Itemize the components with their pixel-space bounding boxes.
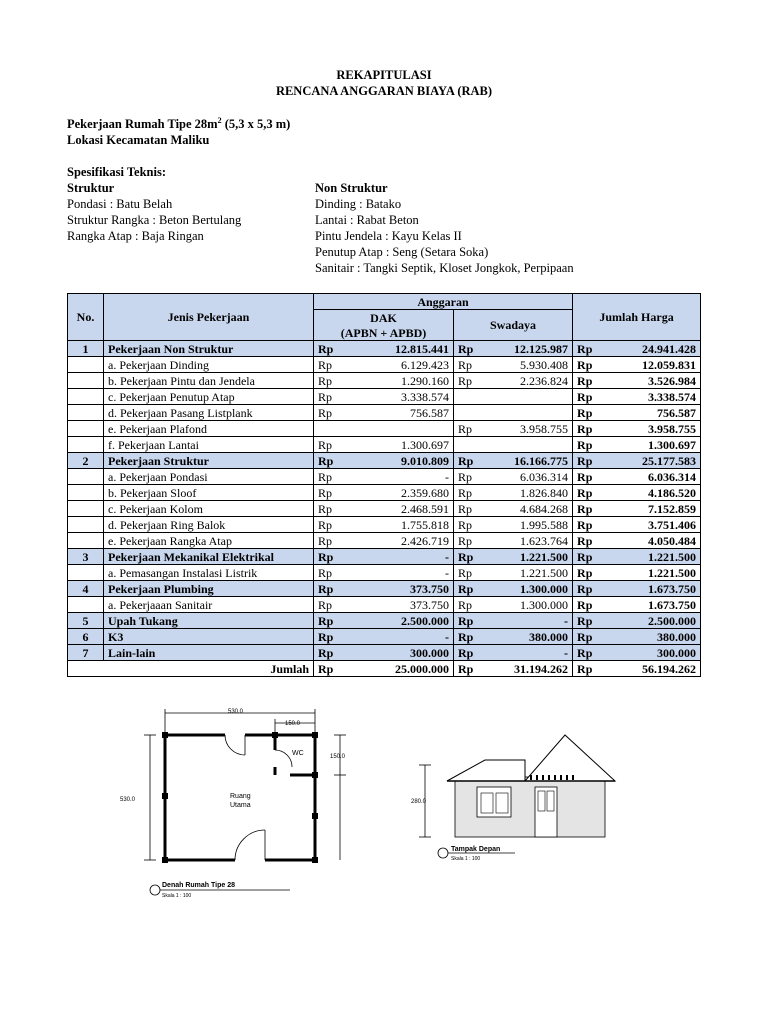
- cell-dak-rp: Rp: [314, 613, 356, 629]
- spec-nonstruktur-item: Penutup Atap : Seng (Setara Soka): [315, 245, 489, 259]
- cell-swa-rp: Rp: [454, 629, 480, 645]
- cell-jml-rp: Rp: [573, 341, 599, 357]
- cell-swa-rp: Rp: [454, 469, 480, 485]
- cell-jml: 24.941.428: [599, 341, 701, 357]
- cell-swa: [480, 437, 573, 453]
- cell-dak-rp: Rp: [314, 533, 356, 549]
- table-group-row: [68, 581, 701, 597]
- table-row: [68, 437, 701, 453]
- cell-dak: 373.750: [356, 581, 454, 597]
- total-jml-rp: Rp: [573, 661, 599, 677]
- cell-swa-rp: Rp: [454, 453, 480, 469]
- table-row: [68, 501, 701, 517]
- cell-swa-rp: Rp: [454, 341, 480, 357]
- cell-dak-rp: Rp: [314, 405, 356, 421]
- cell-dak: [356, 421, 454, 437]
- cell-jml-rp: Rp: [573, 549, 599, 565]
- cell-swa: 3.958.755: [480, 421, 573, 437]
- table-row: [68, 357, 701, 373]
- cell-swa-rp: Rp: [454, 421, 480, 437]
- plan-room-main-line1: Ruang: [230, 793, 251, 800]
- cell-dak: 2.426.719: [356, 533, 454, 549]
- cell-jml: 1.673.750: [599, 581, 701, 597]
- cell-swa: [480, 389, 573, 405]
- cell-name: a. Pekerjaan Dinding: [104, 357, 314, 373]
- table-row: [68, 373, 701, 389]
- cell-no: [68, 405, 104, 421]
- cell-jml-rp: Rp: [573, 565, 599, 581]
- cell-name: Pekerjaan Struktur: [104, 453, 314, 469]
- header-dak: DAK: [314, 310, 454, 326]
- table-row: [68, 565, 701, 581]
- cell-swa: 5.930.408: [480, 357, 573, 373]
- cell-swa-rp: Rp: [454, 613, 480, 629]
- cell-name: d. Pekerjaan Ring Balok: [104, 517, 314, 533]
- cell-no: [68, 373, 104, 389]
- spec-struktur-item: Struktur Rangka : Beton Bertulang: [67, 213, 242, 227]
- plan-room-main-line2: Utama: [230, 802, 251, 809]
- cell-jml: 3.751.406: [599, 517, 701, 533]
- cell-name: a. Pekerjaan Pondasi: [104, 469, 314, 485]
- rab-table: [67, 293, 701, 677]
- table-group-row: [68, 341, 701, 357]
- cell-jml-rp: Rp: [573, 405, 599, 421]
- cell-dak: -: [356, 469, 454, 485]
- cell-jml: 1.221.500: [599, 565, 701, 581]
- table-row: [68, 405, 701, 421]
- cell-jml-rp: Rp: [573, 469, 599, 485]
- cell-jml: 1.300.697: [599, 437, 701, 453]
- total-label: Jumlah: [68, 661, 314, 677]
- cell-dak-rp: Rp: [314, 341, 356, 357]
- cell-swa: 12.125.987: [480, 341, 573, 357]
- cell-jml: 3.338.574: [599, 389, 701, 405]
- total-dak-rp: Rp: [314, 661, 356, 677]
- cell-dak-rp: Rp: [314, 581, 356, 597]
- cell-dak: 1.755.818: [356, 517, 454, 533]
- cell-dak-rp: Rp: [314, 437, 356, 453]
- project-title: Pekerjaan Rumah Tipe $28m^2$ (5,3 x 5,3 m): [67, 116, 291, 132]
- cell-jml: 3.526.984: [599, 373, 701, 389]
- cell-name: c. Pekerjaan Kolom: [104, 501, 314, 517]
- doc-title-line1: REKAPITULASI: [336, 68, 432, 82]
- total-swa: 31.194.262: [480, 661, 573, 677]
- cell-name: Pekerjaan Non Struktur: [104, 341, 314, 357]
- cell-name: b. Pekerjaan Sloof: [104, 485, 314, 501]
- cell-dak: -: [356, 549, 454, 565]
- table-row: [68, 485, 701, 501]
- cell-swa-rp: Rp: [454, 501, 480, 517]
- cell-no: [68, 533, 104, 549]
- cell-dak: 6.129.423: [356, 357, 454, 373]
- cell-name: d. Pekerjaan Pasang Listplank: [104, 405, 314, 421]
- cell-swa: 1.300.000: [480, 581, 573, 597]
- cell-jml-rp: Rp: [573, 373, 599, 389]
- project-location: Lokasi Kecamatan Maliku: [67, 133, 210, 147]
- cell-no: [68, 421, 104, 437]
- cell-no: 5: [68, 613, 104, 629]
- cell-dak: 1.290.160: [356, 373, 454, 389]
- spec-nonstruktur-item: Pintu Jendela : Kayu Kelas II: [315, 229, 462, 243]
- cell-jml-rp: Rp: [573, 629, 599, 645]
- cell-swa-rp: Rp: [454, 357, 480, 373]
- table-row: [68, 469, 701, 485]
- spec-nonstruktur-title: Non Struktur: [315, 181, 388, 195]
- elev-dim-height: 280.0: [411, 799, 427, 805]
- cell-swa: [480, 405, 573, 421]
- plan-room-wc: WC: [292, 750, 304, 757]
- cell-no: [68, 469, 104, 485]
- cell-name: Upah Tukang: [104, 613, 314, 629]
- cell-jml: 12.059.831: [599, 357, 701, 373]
- header-swadaya: Swadaya: [454, 310, 573, 341]
- cell-jml: 2.500.000: [599, 613, 701, 629]
- cell-jml: 3.958.755: [599, 421, 701, 437]
- cell-swa-rp: Rp: [454, 565, 480, 581]
- spec-struktur-item: Pondasi : Batu Belah: [67, 197, 173, 211]
- spec-nonstruktur-item: Dinding : Batako: [315, 197, 402, 211]
- cell-jml: 7.152.859: [599, 501, 701, 517]
- cell-swa: 2.236.824: [480, 373, 573, 389]
- header-jenis: Jenis Pekerjaan: [104, 294, 314, 341]
- cell-jml-rp: Rp: [573, 389, 599, 405]
- cell-swa: 16.166.775: [480, 453, 573, 469]
- cell-no: [68, 357, 104, 373]
- table-row: [68, 421, 701, 437]
- cell-swa-rp: Rp: [454, 533, 480, 549]
- cell-dak: 3.338.574: [356, 389, 454, 405]
- cell-name: c. Pekerjaan Penutup Atap: [104, 389, 314, 405]
- cell-name: Pekerjaan Mekanikal Elektrikal: [104, 549, 314, 565]
- cell-jml-rp: Rp: [573, 613, 599, 629]
- plan-caption: Denah Rumah Tipe 28: [162, 882, 236, 889]
- cell-dak: 756.587: [356, 405, 454, 421]
- cell-swa: 6.036.314: [480, 469, 573, 485]
- cell-dak: 373.750: [356, 597, 454, 613]
- cell-no: [68, 389, 104, 405]
- cell-jml: 6.036.314: [599, 469, 701, 485]
- cell-swa-rp: Rp: [454, 549, 480, 565]
- front-elevation-drawing: [405, 715, 620, 865]
- table-group-row: [68, 629, 701, 645]
- cell-name: b. Pekerjaan Pintu dan Jendela: [104, 373, 314, 389]
- cell-jml-rp: Rp: [573, 453, 599, 469]
- cell-no: [68, 597, 104, 613]
- cell-jml-rp: Rp: [573, 437, 599, 453]
- cell-swa-rp: Rp: [454, 597, 480, 613]
- table-group-row: [68, 645, 701, 661]
- cell-swa-rp: Rp: [454, 517, 480, 533]
- cell-no: [68, 501, 104, 517]
- cell-dak-rp: [314, 421, 356, 437]
- cell-no: [68, 565, 104, 581]
- cell-dak-rp: Rp: [314, 485, 356, 501]
- doc-title-line2: RENCANA ANGGARAN BIAYA (RAB): [275, 84, 493, 98]
- cell-dak-rp: Rp: [314, 389, 356, 405]
- cell-swa: -: [480, 645, 573, 661]
- cell-dak: 1.300.697: [356, 437, 454, 453]
- cell-jml-rp: Rp: [573, 517, 599, 533]
- cell-jml-rp: Rp: [573, 581, 599, 597]
- cell-no: 7: [68, 645, 104, 661]
- cell-jml-rp: Rp: [573, 533, 599, 549]
- cell-dak: 9.010.809: [356, 453, 454, 469]
- cell-dak-rp: Rp: [314, 645, 356, 661]
- header-anggaran: Anggaran: [314, 294, 573, 310]
- cell-no: 1: [68, 341, 104, 357]
- cell-no: [68, 437, 104, 453]
- cell-dak-rp: Rp: [314, 549, 356, 565]
- table-group-row: [68, 453, 701, 469]
- cell-dak-rp: Rp: [314, 597, 356, 613]
- cell-name: f. Pekerjaan Lantai: [104, 437, 314, 453]
- cell-name: e. Pekerjaan Rangka Atap: [104, 533, 314, 549]
- cell-dak-rp: Rp: [314, 565, 356, 581]
- total-jml: 56.194.262: [599, 661, 701, 677]
- cell-dak-rp: Rp: [314, 501, 356, 517]
- cell-jml: 1.221.500: [599, 549, 701, 565]
- plan-scale: Skala 1 : 100: [162, 893, 192, 899]
- cell-jml: 380.000: [599, 629, 701, 645]
- cell-name: K3: [104, 629, 314, 645]
- table-group-row: [68, 613, 701, 629]
- cell-swa: 380.000: [480, 629, 573, 645]
- cell-dak-rp: Rp: [314, 453, 356, 469]
- header-jumlah: Jumlah Harga: [573, 294, 701, 341]
- cell-jml: 1.673.750: [599, 597, 701, 613]
- cell-jml-rp: Rp: [573, 357, 599, 373]
- cell-name: e. Pekerjaan Plafond: [104, 421, 314, 437]
- total-dak: 25.000.000: [356, 661, 454, 677]
- cell-dak-rp: Rp: [314, 629, 356, 645]
- cell-dak: 2.359.680: [356, 485, 454, 501]
- header-no: No.: [68, 294, 104, 341]
- cell-jml-rp: Rp: [573, 421, 599, 437]
- cell-no: 2: [68, 453, 104, 469]
- spec-nonstruktur-item: Sanitair : Tangki Septik, Kloset Jongkok, Perpipaan: [315, 261, 574, 275]
- cell-no: [68, 517, 104, 533]
- elev-scale: Skala 1 : 100: [451, 856, 481, 862]
- spec-heading: Spesifikasi Teknis:: [67, 165, 167, 179]
- cell-swa-rp: Rp: [454, 581, 480, 597]
- spec-struktur-title: Struktur: [67, 181, 115, 195]
- elev-caption: Tampak Depan: [451, 846, 501, 853]
- cell-no: 3: [68, 549, 104, 565]
- cell-swa-rp: Rp: [454, 373, 480, 389]
- table-row: [68, 517, 701, 533]
- table-row: [68, 389, 701, 405]
- plan-dim-top: 530.0: [228, 709, 244, 715]
- cell-jml-rp: Rp: [573, 501, 599, 517]
- cell-swa-rp: [454, 405, 480, 421]
- cell-dak-rp: Rp: [314, 517, 356, 533]
- cell-no: 6: [68, 629, 104, 645]
- cell-dak: 12.815.441: [356, 341, 454, 357]
- cell-name: a. Pekerjaaan Sanitair: [104, 597, 314, 613]
- cell-jml: 300.000: [599, 645, 701, 661]
- cell-jml-rp: Rp: [573, 485, 599, 501]
- header-dak-sub: (APBN + APBD): [314, 325, 454, 341]
- plan-dim-right: 150.0: [330, 754, 346, 760]
- cell-name: Lain-lain: [104, 645, 314, 661]
- cell-no: [68, 485, 104, 501]
- cell-swa: 1.995.588: [480, 517, 573, 533]
- cell-swa-rp: [454, 389, 480, 405]
- spec-struktur-item: Rangka Atap : Baja Ringan: [67, 229, 204, 243]
- table-total-row: [68, 661, 701, 677]
- cell-swa-rp: Rp: [454, 485, 480, 501]
- cell-swa: 4.684.268: [480, 501, 573, 517]
- table-row: [68, 597, 701, 613]
- table-row: [68, 533, 701, 549]
- cell-swa: -: [480, 613, 573, 629]
- cell-swa: 1.826.840: [480, 485, 573, 501]
- cell-swa: 1.221.500: [480, 565, 573, 581]
- cell-dak-rp: Rp: [314, 357, 356, 373]
- cell-no: 4: [68, 581, 104, 597]
- plan-dim-top-inner: 150.0: [285, 721, 301, 727]
- spec-nonstruktur-item: Lantai : Rabat Beton: [315, 213, 419, 227]
- cell-dak-rp: Rp: [314, 469, 356, 485]
- cell-jml-rp: Rp: [573, 597, 599, 613]
- table-group-row: [68, 549, 701, 565]
- cell-swa-rp: [454, 437, 480, 453]
- cell-swa: 1.221.500: [480, 549, 573, 565]
- cell-jml-rp: Rp: [573, 645, 599, 661]
- cell-swa-rp: Rp: [454, 645, 480, 661]
- cell-name: a. Pemasangan Instalasi Listrik: [104, 565, 314, 581]
- cell-name: Pekerjaan Plumbing: [104, 581, 314, 597]
- cell-jml: 4.050.484: [599, 533, 701, 549]
- cell-dak-rp: Rp: [314, 373, 356, 389]
- cell-jml: 4.186.520: [599, 485, 701, 501]
- cell-dak: 2.468.591: [356, 501, 454, 517]
- plan-dim-left: 530.0: [120, 797, 136, 803]
- cell-dak: 300.000: [356, 645, 454, 661]
- total-swa-rp: Rp: [454, 661, 480, 677]
- cell-dak: -: [356, 565, 454, 581]
- floor-plan-drawing: [120, 705, 360, 920]
- cell-swa: 1.623.764: [480, 533, 573, 549]
- cell-dak: 2.500.000: [356, 613, 454, 629]
- cell-dak: -: [356, 629, 454, 645]
- cell-swa: 1.300.000: [480, 597, 573, 613]
- cell-jml: 756.587: [599, 405, 701, 421]
- cell-jml: 25.177.583: [599, 453, 701, 469]
